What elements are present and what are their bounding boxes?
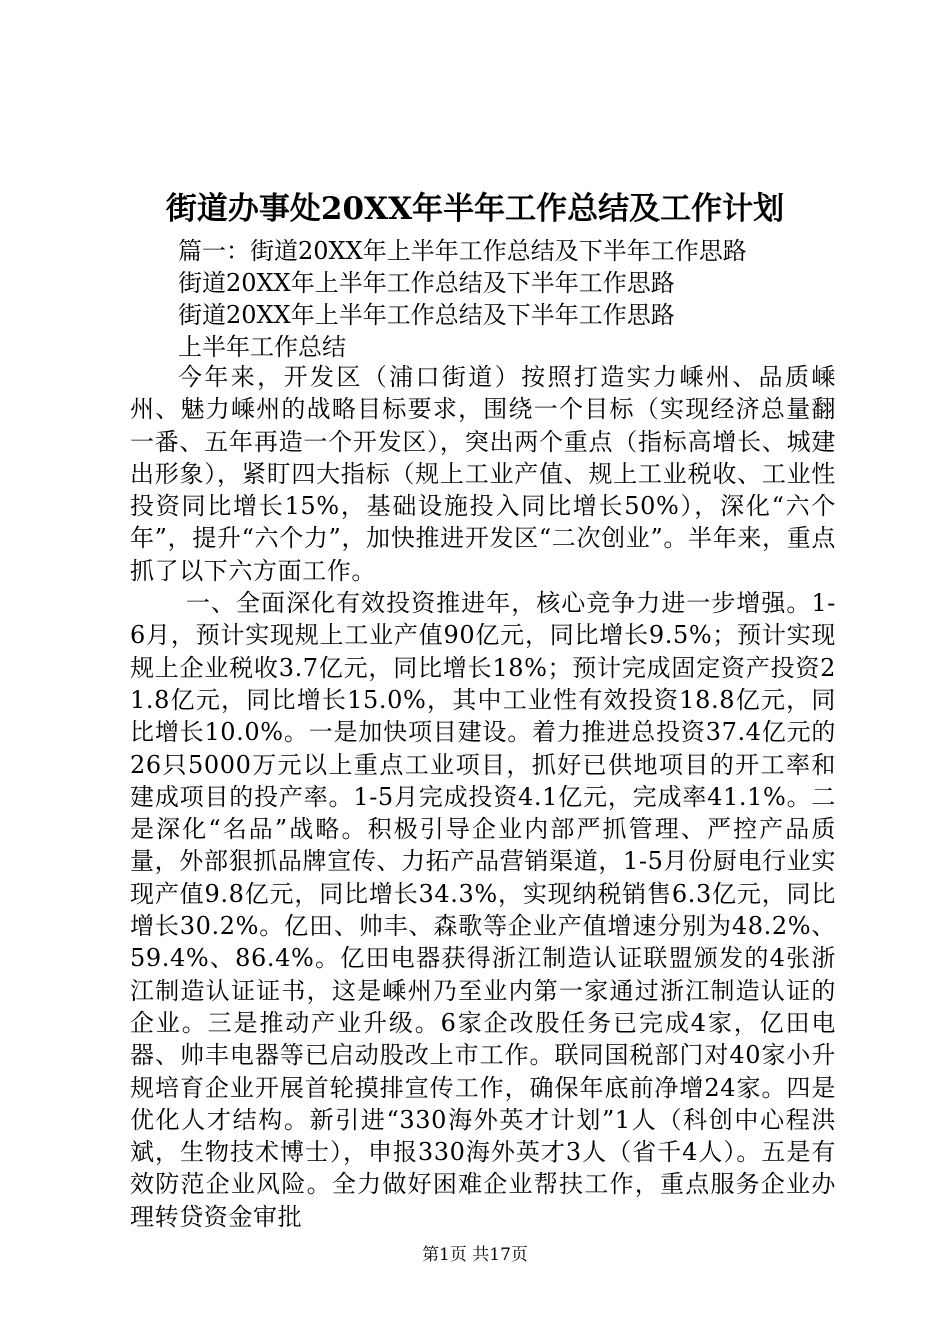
- document-title: 街道办事处20XX年半年工作总结及工作计划: [165, 191, 785, 227]
- heading-subtitle-1: 街道20XX年上半年工作总结及下半年工作思路: [178, 269, 675, 297]
- paragraph-intro: 今年来，开发区（浦口街道）按照打造实力嵊州、品质嵊州、魅力嵊州的战略目标要求，围绕一个目标（实现经济总量翻一番、五年再造一个开发区），突出两个重点（指标高增长、城建出形象），紧盯四大指标（规上工业产值、规上工业税收、工业性投资同比增长15%，基础设施投入同比增长50%），深化“六个年”，提升“六个力”，加快推进开发区“二次创业”。半年来，重点抓了以下六方面工作。: [130, 363, 836, 585]
- page-footer: 第1页 共17页: [422, 1245, 528, 1265]
- body-text: [130, 361, 836, 1233]
- heading-section: 上半年工作总结: [178, 333, 346, 361]
- heading-block: [178, 235, 858, 363]
- heading-chapter: 篇一：街道20XX年上半年工作总结及下半年工作思路: [178, 237, 747, 265]
- heading-subtitle-2: 街道20XX年上半年工作总结及下半年工作思路: [178, 301, 675, 329]
- paragraph-investment: 一、全面深化有效投资推进年，核心竞争力进一步增强。1-6月，预计实现规上工业产值90亿元，同比增长9.5%；预计实现规上企业税收3.7亿元，同比增长18%；预计完成固定资产投资21.8亿元，同比增长15.0%，其中工业性有效投资18.8亿元，同比增长10.0%。一是加快项目建设。着力推进总投资37.4亿元的26只5000万元以上重点工业项目，抓好已供地项目的开工率和建成项目的投产率。1-5月完成投资4.1亿元，完成率41.1%。二是深化“名品”战略。积极引导企业内部严抓管理、严控产品质量，外部狠抓品牌宣传、力拓产品营销渠道，1-5月份厨电行业实现产值9.8亿元，同比增长34.3%，实现纳税销售6.3亿元，同比增长30.2%。亿田、帅丰、森歌等企业产值增速分别为48.2%、59.4%、86.4%。亿田电器获得浙江制造认证联盟颁发的4张浙江制造认证证书，这是嵊州乃至业内第一家通过浙江制造认证的企业。三是推动产业升级。6家企改股任务已完成4家，亿田电器、帅丰电器等已启动股改上市工作。联同国税部门对40家小升规培育企业开展首轮摸排宣传工作，确保年底前净增24家。四是优化人才结构。新引进“330海外英才计划”1人（科创中心程洪斌，生物技术博士），申报330海外英才3人（省千4人）。五是有效防范企业风险。全力做好困难企业帮扶工作，重点服务企业办理转贷资金审批: [130, 589, 836, 1231]
